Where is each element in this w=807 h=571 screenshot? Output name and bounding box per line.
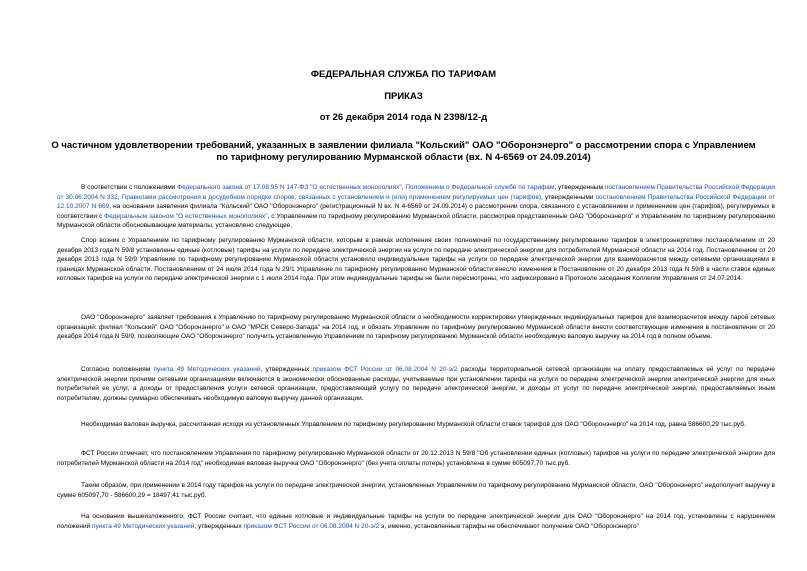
fst-order-link[interactable]: приказом ФСТ России от 06.08.2004 N 20-э/2	[243, 522, 380, 530]
text: , утвержденными	[541, 193, 596, 201]
text: , на основании заявления филиала "Кольский" ОАО "Оборонэнерго" (регистрационный N вх. N 4-6569 от 24.09.2014) о рассмотрении спора, связанного с установлением и применением цен (тарифов), регулируемых в соответствии с	[57, 203, 775, 220]
document-date-number: от 26 декабря 2014 года N 2398/12-д	[319, 112, 488, 123]
dispute-rules-link[interactable]: Правилами рассмотрения в досудебном порядке споров, связанных с установлением и (или) применением регулируемых цен (тарифов)	[121, 193, 541, 201]
text: ,	[117, 193, 122, 201]
law-link[interactable]: Федерального закона от 17.08.95 N 147-ФЗ "О естественных монополиях"	[177, 184, 402, 191]
paragraph-1	[57, 183, 775, 231]
paragraph-5: Необходимая валовая выручка, рассчитанная исходя из установленных Управлением по тарифному регулированию Мурманской области ставок тарифов для ОАО "Оборонэнерго" на 2014 год, равна 586600,29 тыс.руб.	[81, 421, 746, 428]
text: э, именно, установленные тарифы не обеспечивают получение ОАО "Оборонэнерго"	[379, 522, 639, 530]
text: , утвержденных	[194, 522, 244, 530]
text: , утвержденных	[260, 366, 313, 373]
fst-regulation-link[interactable]: Положением о Федеральной службе по тарифам	[405, 184, 555, 191]
government-decree-669-link[interactable]: постановлением Правительства Российской Федерации от 12.10.2007 N 669	[57, 193, 775, 211]
paragraph-7: Таким образом, при применении в 2014 году тарифов на услуги по передаче электрической энергии, установленных Управлением по тарифному регулированию Мурманской области, ОАО "Оборонэнерго" недополучит выручку в сумме 605097,70 - 586600,29 = 18497,41 тыс.руб.	[57, 482, 775, 499]
fst-order-link[interactable]: приказом ФСТ России от 06.08.2004 N 20-э/2	[312, 366, 458, 373]
methodical-guidelines-link[interactable]: пункта 49 Методических указаний	[153, 366, 261, 373]
paragraph-2: Спор возник с Управлением по тарифному регулированию Мурманской области, которым в рамках исполнения своих полномочий по государственному регулированию тарифов в электроэнергетике постановлением от 20 декабря 2013 года N 59/8 установлены единые (котловые) тарифы на услуги по передаче электрической энергии на услуги по передаче электрической энергии для потребителей Мурманской области на 2014 год. Постановлением от 20 декабря 2013 года N 59/9 Управление по тарифному регулированию Мурманской области установило индивидуальные тарифы на услуги по передаче электрической энергии для взаиморасчетов между сетевыми организациями в границах Мурманской области. Постановлением от 24 июля 2014 года N 29/1 Управление по тарифному регулированию Мурманской области внесло изменения в Постановление от 20 декабря 2013 года N 59/8 в части ставок единых котловых тарифов на услуги по передаче электрической энергии с 1 июля 2014 года. При этом индивидуальные тарифы не были пересмотрены, что зафиксировано в Протоколе заседания Коллегии Управления от 24.07.2014.	[57, 237, 775, 283]
paragraph-4	[57, 365, 775, 403]
government-decree-link[interactable]: постановлением Правительства Российской Федерации от 30.06.2004 N 332	[57, 184, 776, 201]
agency-heading: ФЕДЕРАЛЬНАЯ СЛУЖБА ПО ТАРИФАМ	[310, 69, 497, 80]
methodical-guidelines-link[interactable]: пункта 49 Методических указаний	[92, 522, 195, 530]
document-title: О частичном удовлетворении требований, указанных в заявлении филиала "Кольский" ОАО "Оборонэнерго" о рассмотрении спора с Управлением по тарифному регулированию Мурманской области (вх. N 4-6569 от 24.09.2014)	[51, 140, 756, 163]
federal-law-link[interactable]: Федеральным законом "О естественных монополиях"	[104, 212, 268, 220]
text: , с Управлением по тарифному регулированию Мурманской области, рассмотрев представленные ОАО "Оборонэнерго" и Управлением по тарифному регулированию Мурманской области обосновывающие материалы, установлено следующее.	[57, 212, 776, 230]
paragraph-3: ОАО "Оборонэнерго" заявляет требования к Управлению по тарифному регулированию Мурманской области о необходимости корректировки утвержденных индивидуальных тарифов для взаиморасчетов между парой сетевых организаций: филиал "Кольский" ОАО "Оборонэнерго" и ОАО "МРСК Северо-Запада" на 2014 год, и обязать Управление по тарифному регулированию Мурманской области внести соответствующие изменения в постановление от 20 декабря 2014 года N 59/9, позволяющие ОАО "Оборонэнерго" получить установленную Управлением по тарифному регулированию Мурманской области необходимую валовую выручку на 2014 год в полном объеме.	[57, 314, 775, 341]
document-type: ПРИКАЗ	[384, 91, 423, 102]
paragraph-8	[57, 512, 775, 531]
text: , утвержденным	[554, 184, 605, 191]
text: ,	[401, 184, 406, 191]
text: Согласно положениям	[81, 366, 154, 373]
text: В соответствии с положениями	[81, 184, 178, 191]
paragraph-6: ФСТ России отмечает, что постановлением Управления по тарифному регулированию Мурманской области от 20.12.2013 N 59/8 "Об установлении единых (котловых) тарифов на услуги по передаче электрической энергии для потребителей Мурманской области на 2014 год" необходимая валовая выручка ОАО "Оборонэнерго" (без учета оплаты потерь) установлена в сумме 605097,70 тыс.руб.	[57, 450, 775, 467]
text: расходы территориальной сетевой организации на оплату предоставляемых ей услуг по передаче электрической энергии прочими сетевыми организациями включаются в экономически обоснованные расходы, учитываемые при установлении тарифа на услуги по передаче электрической энергии электрической энергии для иных потребителей ее услуг, а доходы от предоставления услуги сетевой организации, предоставляющей услугу по передаче электрической энергии, и доходы от услуг по передаче электрической энергии, предоставляемых иным потребителям, должны суммарно обеспечивать необходимую валовую выручку данной организации.	[57, 366, 775, 402]
text: На основании вышеизложенного, ФСТ России считает, что единые котловые и индивидуальные тарифы на услуги по передаче электрической энергии для ОАО "Оборонэнерго" на 2014 год, установлены с нарушением положений	[57, 513, 775, 530]
